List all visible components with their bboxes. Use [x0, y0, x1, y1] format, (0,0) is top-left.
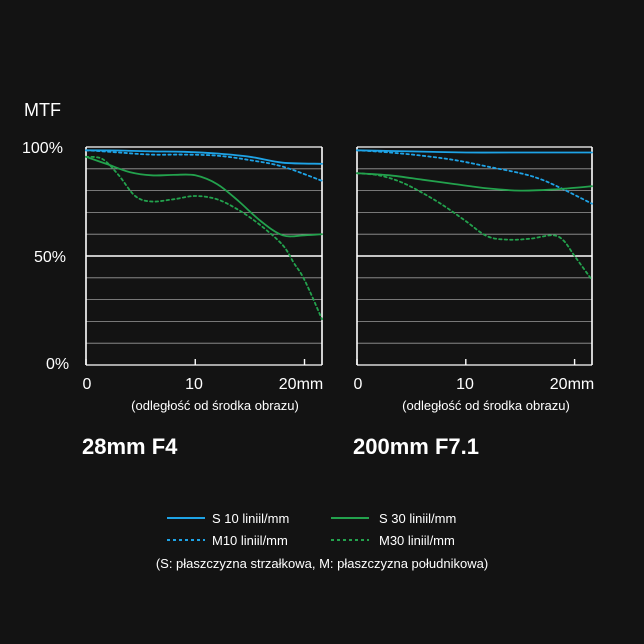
y-axis-title: MTF [24, 100, 61, 120]
chart-title: 28mm F4 [82, 434, 178, 459]
x-tick-20mm: 20mm [278, 376, 324, 393]
legend-note: (S: płaszczyzna strzałkowa, M: płaszczyzna południkowa) [155, 556, 489, 571]
x-tick-0: 0 [82, 376, 92, 393]
y-tick-0: 0% [46, 356, 70, 373]
y-tick-100: 100% [22, 140, 63, 157]
chart-title: 200mm F7.1 [353, 434, 479, 459]
legend-label-m30: M30 liniil/mm [379, 533, 455, 548]
y-tick-50: 50% [34, 249, 67, 266]
legend-label-m10: M10 liniil/mm [212, 533, 288, 548]
x-axis-label: (odległość od środka obrazu) [402, 398, 570, 413]
legend-label-s30: S 30 liniil/mm [379, 511, 457, 526]
legend-label-s10: S 10 liniil/mm [212, 511, 290, 526]
x-axis-label: (odległość od środka obrazu) [131, 398, 299, 413]
x-tick-20mm: 20mm [549, 376, 595, 393]
x-tick-10: 10 [185, 376, 203, 393]
x-tick-10: 10 [456, 376, 474, 393]
x-tick-0: 0 [353, 376, 363, 393]
